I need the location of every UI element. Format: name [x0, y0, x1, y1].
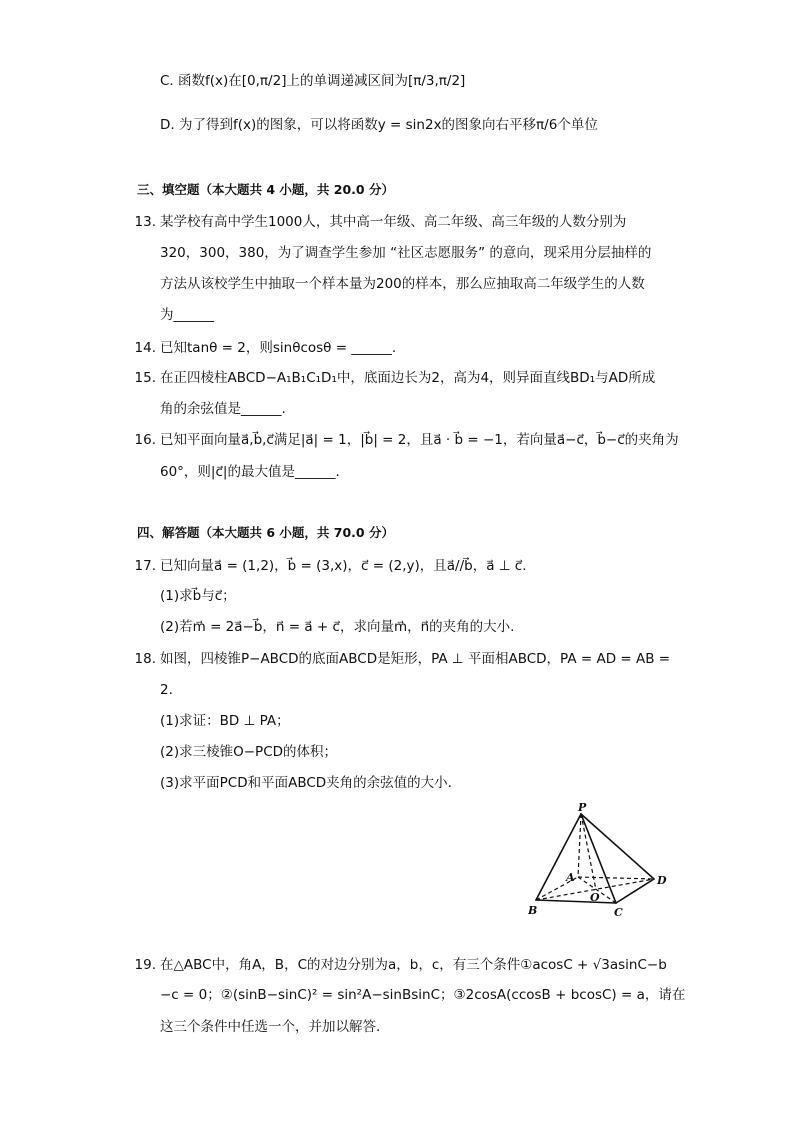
label-o: O [590, 891, 600, 904]
q17-line-1: 已知向量a⃗ = (1,2)，b⃗ = (3,x)，c⃗ = (2,y)，且a⃗//b⃗，a⃗ ⊥ c⃗. [160, 558, 527, 574]
q16-line-2: 60°，则|c⃗|的最大值是______. [160, 464, 340, 480]
option-d: D. 为了得到f(x)的图象，可以将函数y = sin2x的图象向右平移π/6个单位 [160, 117, 598, 133]
q18-line-1: 如图，四棱锥P−ABCD的底面ABCD是矩形，PA ⊥ 平面相ABCD，PA = AD = AB = [160, 651, 671, 667]
q13-line-2: 320，300，380，为了调查学生参加 “社区志愿服务” 的意向，现采用分层抽样的 [160, 245, 652, 261]
q19-line-1: 在△ABC中，角A，B，C的对边分别为a，b，c，有三个条件①acosC + √3asinC−b [160, 957, 667, 973]
q19-line-3: 这三个条件中任选一个，并加以解答. [160, 1019, 381, 1035]
q18-line-4: (2)求三棱锥O−PCD的体积； [160, 744, 338, 760]
pyramid-figure [528, 800, 676, 922]
q17-line-3: (2)若m⃗ = 2a⃗−b⃗，n⃗ = a⃗ + c⃗，求向量m⃗，n⃗的夹角的大小. [160, 619, 515, 635]
question-number-17: 17. [134, 558, 156, 574]
q13-line-4: 为______ [160, 307, 214, 323]
q15-line-1: 在正四棱柱ABCD−A₁B₁C₁D₁中，底面边长为2，高为4，则异面直线BD₁与AD所成 [160, 370, 656, 386]
label-c: C [614, 906, 623, 919]
edge-pa-hidden [578, 814, 581, 877]
label-a: A [566, 871, 575, 884]
edge-bc [536, 900, 616, 903]
question-number-14: 14. [134, 340, 156, 356]
question-number-19: 19. [134, 957, 156, 973]
q14-line-1: 已知tanθ = 2，则sinθcosθ = ______. [160, 340, 397, 356]
label-d: D [657, 874, 667, 887]
q18-line-3: (1)求证：BD ⊥ PA； [160, 713, 290, 729]
q13-line-1: 某学校有高中学生1000人，其中高一年级、高二年级、高三年级的人数分别为 [160, 214, 627, 230]
edge-pc [581, 814, 616, 903]
edge-ad-hidden [578, 877, 654, 879]
section-heading-answers: 四、解答题（本大题共 6 小题，共 70.0 分） [137, 525, 394, 540]
edge-pb [536, 814, 581, 900]
label-b: B [528, 904, 538, 917]
q13-line-3: 方法从该校学生中抽取一个样本量为200的样本，那么应抽取高二年级学生的人数 [160, 276, 645, 292]
section-heading-fill-in: 三、填空题（本大题共 4 小题，共 20.0 分） [137, 182, 394, 197]
q16-line-1: 已知平面向量a⃗,b⃗,c⃗满足|a⃗| = 1，|b⃗| = 2，且a⃗ · b⃗ = −1，若向量a⃗−c⃗，b⃗−c⃗的夹角为 [160, 432, 679, 448]
option-c: C. 函数f(x)在[0,π/2]上的单调递减区间为[π/3,π/2] [160, 73, 466, 89]
q18-line-2: 2. [160, 682, 173, 698]
question-number-13: 13. [134, 214, 156, 230]
question-number-15: 15. [134, 370, 156, 386]
q19-line-2: −c = 0；②(sinB−sinC)² = sin²A−sinBsinC；③2cosA(ccosB + bcosC) = a，请在 [160, 987, 686, 1003]
question-number-16: 16. [134, 432, 156, 448]
q17-line-2: (1)求b⃗与c⃗； [160, 588, 236, 604]
label-p: P [578, 801, 587, 814]
q15-line-2: 角的余弦值是______. [160, 401, 286, 417]
question-number-18: 18. [134, 651, 156, 667]
q18-line-5: (3)求平面PCD和平面ABCD夹角的余弦值的大小. [160, 775, 452, 791]
